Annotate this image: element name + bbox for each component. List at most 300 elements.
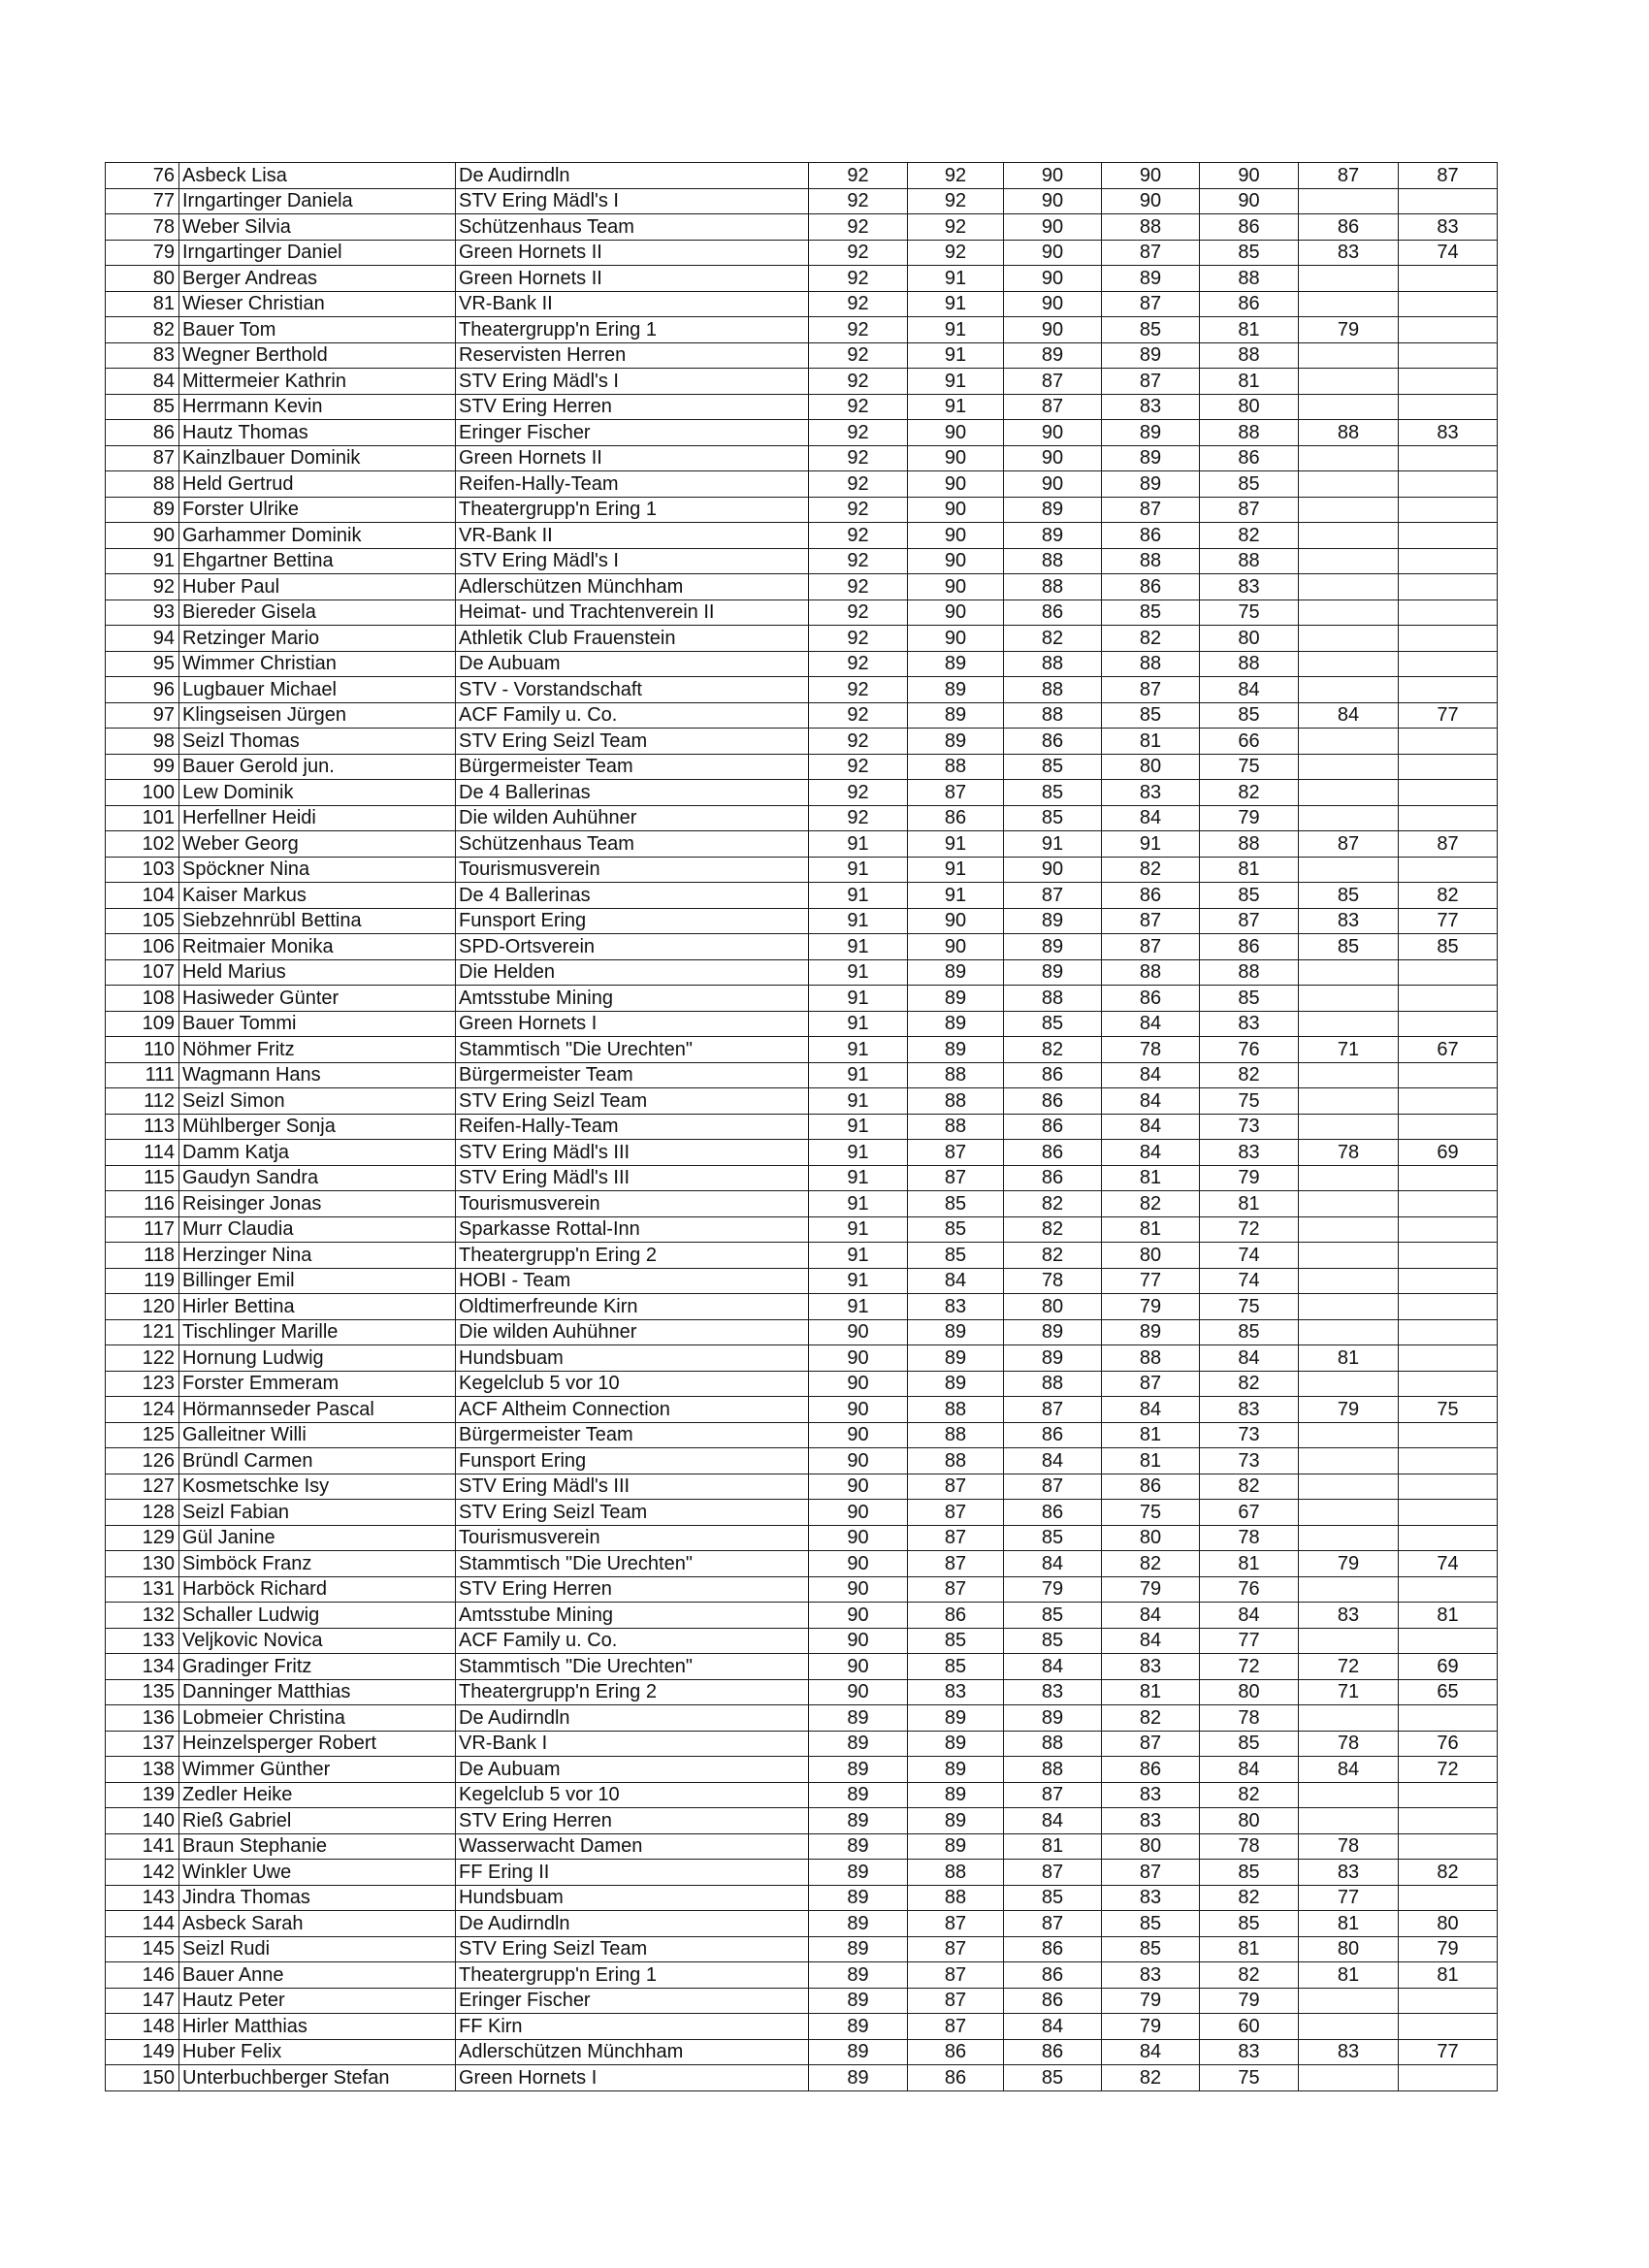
score-cell: 89 <box>1004 342 1102 369</box>
table-row <box>106 1705 1498 1732</box>
team-name-cell: De 4 Ballerinas <box>456 883 809 909</box>
score-cell: 72 <box>1200 1654 1299 1680</box>
rank-cell: 148 <box>106 2014 179 2040</box>
team-name-cell: ACF Family u. Co. <box>456 702 809 729</box>
rank-cell: 128 <box>106 1500 179 1526</box>
score-cell: 87 <box>908 1474 1004 1500</box>
score-cell: 90 <box>1200 188 1299 214</box>
table-row <box>106 394 1498 420</box>
score-cell: 86 <box>1004 1165 1102 1191</box>
participant-name-cell: Zedler Heike <box>179 1782 456 1808</box>
score-cell: 77 <box>1399 908 1498 934</box>
score-cell <box>1299 574 1399 600</box>
score-cell: 89 <box>809 1885 908 1911</box>
score-cell: 86 <box>908 2039 1004 2065</box>
score-cell: 89 <box>1004 959 1102 986</box>
score-cell: 80 <box>1004 1294 1102 1320</box>
team-name-cell: Theatergrupp'n Ering 2 <box>456 1243 809 1269</box>
score-cell: 85 <box>1102 1936 1200 1962</box>
score-cell: 86 <box>1004 1088 1102 1115</box>
table-row <box>106 1037 1498 1063</box>
score-cell: 89 <box>908 1705 1004 1732</box>
score-cell <box>1399 1448 1498 1474</box>
rank-cell: 99 <box>106 754 179 780</box>
team-name-cell: STV Ering Herren <box>456 1808 809 1834</box>
rank-cell: 145 <box>106 1936 179 1962</box>
rank-cell: 103 <box>106 857 179 883</box>
score-cell <box>1299 599 1399 626</box>
score-cell: 90 <box>908 574 1004 600</box>
rank-cell: 106 <box>106 934 179 960</box>
score-cell: 85 <box>1004 2065 1102 2091</box>
score-cell: 89 <box>809 1962 908 1989</box>
team-name-cell: Reifen-Hally-Team <box>456 471 809 498</box>
score-cell: 90 <box>908 908 1004 934</box>
participant-name-cell: Ehgartner Bettina <box>179 548 456 574</box>
score-cell: 85 <box>908 1628 1004 1654</box>
rank-cell: 137 <box>106 1731 179 1757</box>
team-name-cell: Hundsbuam <box>456 1885 809 1911</box>
results-table <box>105 162 1498 2091</box>
score-cell: 86 <box>1102 1757 1200 1783</box>
score-cell: 86 <box>1299 214 1399 241</box>
table-row <box>106 1345 1498 1372</box>
score-cell: 92 <box>809 471 908 498</box>
team-name-cell: Athletik Club Frauenstein <box>456 626 809 652</box>
participant-name-cell: Kosmetschke Isy <box>179 1474 456 1500</box>
score-cell <box>1399 1500 1498 1526</box>
score-cell <box>1299 1114 1399 1140</box>
score-cell <box>1399 1294 1498 1320</box>
rank-cell: 140 <box>106 1808 179 1834</box>
score-cell: 91 <box>809 986 908 1012</box>
score-cell <box>1399 651 1498 677</box>
score-cell: 81 <box>1102 1679 1200 1705</box>
score-cell <box>1399 394 1498 420</box>
score-cell: 86 <box>1004 599 1102 626</box>
team-name-cell: Die wilden Auhühner <box>456 1319 809 1345</box>
team-name-cell: Funsport Ering <box>456 1448 809 1474</box>
table-row <box>106 651 1498 677</box>
table-row <box>106 1474 1498 1500</box>
score-cell: 69 <box>1399 1654 1498 1680</box>
score-cell: 89 <box>1004 1705 1102 1732</box>
score-cell: 88 <box>1200 831 1299 858</box>
score-cell <box>1299 1191 1399 1217</box>
score-cell: 92 <box>809 702 908 729</box>
score-cell: 86 <box>1102 523 1200 549</box>
score-cell: 89 <box>908 1757 1004 1783</box>
score-cell: 87 <box>908 1165 1004 1191</box>
rank-cell: 121 <box>106 1319 179 1345</box>
score-cell <box>1399 2065 1498 2091</box>
team-name-cell: Oldtimerfreunde Kirn <box>456 1294 809 1320</box>
score-cell: 85 <box>1102 1911 1200 1937</box>
score-cell: 86 <box>1200 214 1299 241</box>
score-cell: 83 <box>1102 1808 1200 1834</box>
score-cell: 89 <box>1004 497 1102 523</box>
score-cell: 86 <box>1004 729 1102 755</box>
score-cell: 87 <box>1200 908 1299 934</box>
team-name-cell: SPD-Ortsverein <box>456 934 809 960</box>
score-cell: 83 <box>1299 1603 1399 1629</box>
table-row <box>106 1448 1498 1474</box>
team-name-cell: Bürgermeister Team <box>456 1062 809 1088</box>
score-cell: 79 <box>1200 1988 1299 2014</box>
score-cell: 84 <box>1299 702 1399 729</box>
table-row <box>106 677 1498 703</box>
score-cell: 83 <box>1102 1654 1200 1680</box>
score-cell: 88 <box>1200 266 1299 292</box>
score-cell: 89 <box>809 1833 908 1860</box>
score-cell: 81 <box>1004 1833 1102 1860</box>
score-cell <box>1399 2014 1498 2040</box>
score-cell: 85 <box>1200 240 1299 266</box>
score-cell: 80 <box>1299 1936 1399 1962</box>
table-row <box>106 1988 1498 2014</box>
rank-cell: 134 <box>106 1654 179 1680</box>
score-cell: 88 <box>1004 548 1102 574</box>
score-cell: 87 <box>908 1988 1004 2014</box>
score-cell: 90 <box>809 1474 908 1500</box>
score-cell: 91 <box>809 1243 908 1269</box>
table-row <box>106 1808 1498 1834</box>
team-name-cell: Green Hornets II <box>456 240 809 266</box>
rank-cell: 107 <box>106 959 179 986</box>
rank-cell: 127 <box>106 1474 179 1500</box>
score-cell <box>1299 729 1399 755</box>
score-cell: 91 <box>809 1268 908 1294</box>
score-cell: 85 <box>1102 702 1200 729</box>
rank-cell: 83 <box>106 342 179 369</box>
score-cell: 88 <box>1200 959 1299 986</box>
score-cell <box>1399 599 1498 626</box>
score-cell <box>1299 1319 1399 1345</box>
score-cell <box>1299 1088 1399 1115</box>
score-cell: 84 <box>908 1268 1004 1294</box>
team-name-cell: Green Hornets II <box>456 266 809 292</box>
score-cell: 92 <box>908 240 1004 266</box>
score-cell: 72 <box>1299 1654 1399 1680</box>
score-cell: 75 <box>1200 1294 1299 1320</box>
team-name-cell: STV Ering Herren <box>456 394 809 420</box>
participant-name-cell: Hirler Matthias <box>179 2014 456 2040</box>
score-cell <box>1399 626 1498 652</box>
table-row <box>106 934 1498 960</box>
table-row <box>106 266 1498 292</box>
table-row <box>106 805 1498 831</box>
rank-cell: 105 <box>106 908 179 934</box>
score-cell: 86 <box>1004 2039 1102 2065</box>
score-cell <box>1299 548 1399 574</box>
rank-cell: 82 <box>106 317 179 343</box>
table-row <box>106 214 1498 241</box>
score-cell: 91 <box>1102 831 1200 858</box>
score-cell: 86 <box>1004 1062 1102 1088</box>
participant-name-cell: Gradinger Fritz <box>179 1654 456 1680</box>
table-row <box>106 1088 1498 1115</box>
team-name-cell: Tourismusverein <box>456 1525 809 1551</box>
score-cell: 91 <box>908 857 1004 883</box>
team-name-cell: Adlerschützen Münchham <box>456 574 809 600</box>
score-cell: 82 <box>1004 1216 1102 1243</box>
score-cell: 74 <box>1399 1551 1498 1577</box>
score-cell: 91 <box>809 1216 908 1243</box>
participant-name-cell: Hirler Bettina <box>179 1294 456 1320</box>
score-cell: 91 <box>908 291 1004 317</box>
score-cell: 88 <box>1004 677 1102 703</box>
participant-name-cell: Garhammer Dominik <box>179 523 456 549</box>
score-cell: 84 <box>1102 1011 1200 1037</box>
score-cell: 90 <box>1004 214 1102 241</box>
score-cell: 78 <box>1200 1525 1299 1551</box>
table-row <box>106 1500 1498 1526</box>
score-cell: 87 <box>1102 497 1200 523</box>
score-cell: 86 <box>1004 1114 1102 1140</box>
score-cell: 87 <box>1102 908 1200 934</box>
table-row <box>106 857 1498 883</box>
score-cell: 91 <box>908 883 1004 909</box>
score-cell: 89 <box>1102 420 1200 446</box>
participant-name-cell: Wieser Christian <box>179 291 456 317</box>
participant-name-cell: Klingseisen Jürgen <box>179 702 456 729</box>
rank-cell: 116 <box>106 1191 179 1217</box>
participant-name-cell: Schaller Ludwig <box>179 1603 456 1629</box>
participant-name-cell: Retzinger Mario <box>179 626 456 652</box>
score-cell: 87 <box>1004 1911 1102 1937</box>
rank-cell: 91 <box>106 548 179 574</box>
score-cell: 83 <box>1200 1140 1299 1166</box>
participant-name-cell: Harböck Richard <box>179 1576 456 1603</box>
score-cell: 77 <box>1299 1885 1399 1911</box>
score-cell: 91 <box>809 831 908 858</box>
score-cell: 85 <box>1200 1911 1299 1937</box>
score-cell: 90 <box>1004 445 1102 471</box>
score-cell <box>1399 497 1498 523</box>
score-cell: 92 <box>809 420 908 446</box>
score-cell: 89 <box>809 1988 908 2014</box>
score-cell <box>1299 959 1399 986</box>
score-cell: 92 <box>809 754 908 780</box>
team-name-cell: Green Hornets I <box>456 2065 809 2091</box>
score-cell: 89 <box>1102 445 1200 471</box>
score-cell: 87 <box>1102 934 1200 960</box>
score-cell: 83 <box>1200 1397 1299 1423</box>
participant-name-cell: Held Gertrud <box>179 471 456 498</box>
rank-cell: 120 <box>106 1294 179 1320</box>
score-cell: 91 <box>809 883 908 909</box>
score-cell: 82 <box>1102 2065 1200 2091</box>
score-cell <box>1399 1782 1498 1808</box>
score-cell: 83 <box>1200 2039 1299 2065</box>
table-row <box>106 291 1498 317</box>
team-name-cell: ACF Altheim Connection <box>456 1397 809 1423</box>
table-row <box>106 883 1498 909</box>
rank-cell: 97 <box>106 702 179 729</box>
table-row <box>106 188 1498 214</box>
score-cell: 77 <box>1200 1628 1299 1654</box>
score-cell <box>1299 394 1399 420</box>
score-cell: 91 <box>809 1062 908 1088</box>
score-cell: 88 <box>908 1422 1004 1448</box>
participant-name-cell: Herzinger Nina <box>179 1243 456 1269</box>
score-cell: 90 <box>809 1345 908 1372</box>
score-cell: 92 <box>809 214 908 241</box>
score-cell <box>1299 1628 1399 1654</box>
score-cell: 88 <box>1004 702 1102 729</box>
score-cell <box>1299 1243 1399 1269</box>
score-cell: 89 <box>809 1911 908 1937</box>
team-name-cell: STV Ering Herren <box>456 1576 809 1603</box>
participant-name-cell: Nöhmer Fritz <box>179 1037 456 1063</box>
score-cell: 83 <box>1102 394 1200 420</box>
score-cell: 88 <box>1102 1345 1200 1372</box>
score-cell: 90 <box>809 1448 908 1474</box>
score-cell: 71 <box>1299 1037 1399 1063</box>
participant-name-cell: Bauer Tom <box>179 317 456 343</box>
team-name-cell: VR-Bank II <box>456 291 809 317</box>
participant-name-cell: Seizl Rudi <box>179 1936 456 1962</box>
table-row <box>106 1165 1498 1191</box>
score-cell <box>1299 342 1399 369</box>
score-cell <box>1299 1268 1399 1294</box>
score-cell: 85 <box>1200 471 1299 498</box>
score-cell: 90 <box>809 1628 908 1654</box>
rank-cell: 78 <box>106 214 179 241</box>
score-cell: 85 <box>1200 883 1299 909</box>
score-cell: 85 <box>908 1654 1004 1680</box>
score-cell: 80 <box>1102 1833 1200 1860</box>
score-cell: 87 <box>1102 1371 1200 1397</box>
score-cell: 74 <box>1399 240 1498 266</box>
participant-name-cell: Murr Claudia <box>179 1216 456 1243</box>
score-cell: 81 <box>1200 857 1299 883</box>
score-cell: 90 <box>809 1603 908 1629</box>
rank-cell: 89 <box>106 497 179 523</box>
team-name-cell: STV Ering Mädl's I <box>456 188 809 214</box>
score-cell: 80 <box>1102 754 1200 780</box>
score-cell: 82 <box>1102 857 1200 883</box>
participant-name-cell: Kainzlbauer Dominik <box>179 445 456 471</box>
score-cell: 87 <box>1004 1397 1102 1423</box>
score-cell: 91 <box>809 1294 908 1320</box>
team-name-cell: Funsport Ering <box>456 908 809 934</box>
table-row <box>106 1782 1498 1808</box>
participant-name-cell: Irngartinger Daniel <box>179 240 456 266</box>
score-cell: 86 <box>908 1603 1004 1629</box>
team-name-cell: Amtsstube Mining <box>456 986 809 1012</box>
score-cell: 92 <box>908 163 1004 189</box>
table-row <box>106 599 1498 626</box>
score-cell: 89 <box>1102 471 1200 498</box>
score-cell: 91 <box>1004 831 1102 858</box>
score-cell: 85 <box>1200 1860 1299 1886</box>
score-cell: 73 <box>1200 1114 1299 1140</box>
score-cell: 85 <box>1004 1525 1102 1551</box>
score-cell: 89 <box>1102 1319 1200 1345</box>
rank-cell: 85 <box>106 394 179 420</box>
score-cell: 90 <box>809 1525 908 1551</box>
rank-cell: 115 <box>106 1165 179 1191</box>
participant-name-cell: Wimmer Christian <box>179 651 456 677</box>
team-name-cell: Schützenhaus Team <box>456 214 809 241</box>
score-cell: 81 <box>1102 1448 1200 1474</box>
score-cell: 83 <box>1102 1962 1200 1989</box>
rank-cell: 118 <box>106 1243 179 1269</box>
score-cell: 82 <box>1399 1860 1498 1886</box>
score-cell: 88 <box>1200 342 1299 369</box>
score-cell: 92 <box>809 445 908 471</box>
score-cell: 84 <box>1200 1757 1299 1783</box>
participant-name-cell: Gül Janine <box>179 1525 456 1551</box>
score-cell: 84 <box>1102 1397 1200 1423</box>
table-row <box>106 471 1498 498</box>
rank-cell: 114 <box>106 1140 179 1166</box>
rank-cell: 147 <box>106 1988 179 2014</box>
score-cell <box>1399 523 1498 549</box>
participant-name-cell: Mühlberger Sonja <box>179 1114 456 1140</box>
score-cell <box>1299 1448 1399 1474</box>
score-cell: 88 <box>1200 548 1299 574</box>
score-cell: 81 <box>1200 1936 1299 1962</box>
team-name-cell: STV Ering Mädl's III <box>456 1140 809 1166</box>
table-row <box>106 2065 1498 2091</box>
score-cell: 85 <box>908 1216 1004 1243</box>
score-cell: 91 <box>809 1191 908 1217</box>
team-name-cell: FF Kirn <box>456 2014 809 2040</box>
table-row <box>106 780 1498 806</box>
score-cell: 73 <box>1200 1448 1299 1474</box>
score-cell: 87 <box>1004 1782 1102 1808</box>
score-cell: 69 <box>1399 1140 1498 1166</box>
table-row <box>106 523 1498 549</box>
results-table-body <box>106 163 1498 2091</box>
participant-name-cell: Lugbauer Michael <box>179 677 456 703</box>
score-cell: 86 <box>1004 1962 1102 1989</box>
score-cell: 87 <box>908 1525 1004 1551</box>
score-cell: 76 <box>1200 1576 1299 1603</box>
team-name-cell: Eringer Fischer <box>456 420 809 446</box>
team-name-cell: STV Ering Seizl Team <box>456 1936 809 1962</box>
score-cell: 89 <box>809 2065 908 2091</box>
score-cell: 89 <box>908 677 1004 703</box>
score-cell: 89 <box>809 1860 908 1886</box>
score-cell: 82 <box>1102 1191 1200 1217</box>
rank-cell: 149 <box>106 2039 179 2065</box>
score-cell: 89 <box>908 1011 1004 1037</box>
participant-name-cell: Jindra Thomas <box>179 1885 456 1911</box>
team-name-cell: Stammtisch "Die Urechten" <box>456 1654 809 1680</box>
score-cell <box>1399 1833 1498 1860</box>
score-cell: 91 <box>908 831 1004 858</box>
score-cell <box>1299 1576 1399 1603</box>
participant-name-cell: Rieß Gabriel <box>179 1808 456 1834</box>
score-cell: 86 <box>1200 291 1299 317</box>
score-cell: 67 <box>1399 1037 1498 1063</box>
rank-cell: 96 <box>106 677 179 703</box>
score-cell: 78 <box>1004 1268 1102 1294</box>
table-row <box>106 702 1498 729</box>
score-cell: 92 <box>809 805 908 831</box>
score-cell <box>1299 1500 1399 1526</box>
score-cell: 89 <box>809 1782 908 1808</box>
rank-cell: 122 <box>106 1345 179 1372</box>
table-row <box>106 2039 1498 2065</box>
team-name-cell: Stammtisch "Die Urechten" <box>456 1037 809 1063</box>
score-cell: 81 <box>1200 1191 1299 1217</box>
score-cell: 89 <box>1004 523 1102 549</box>
score-cell <box>1399 986 1498 1012</box>
